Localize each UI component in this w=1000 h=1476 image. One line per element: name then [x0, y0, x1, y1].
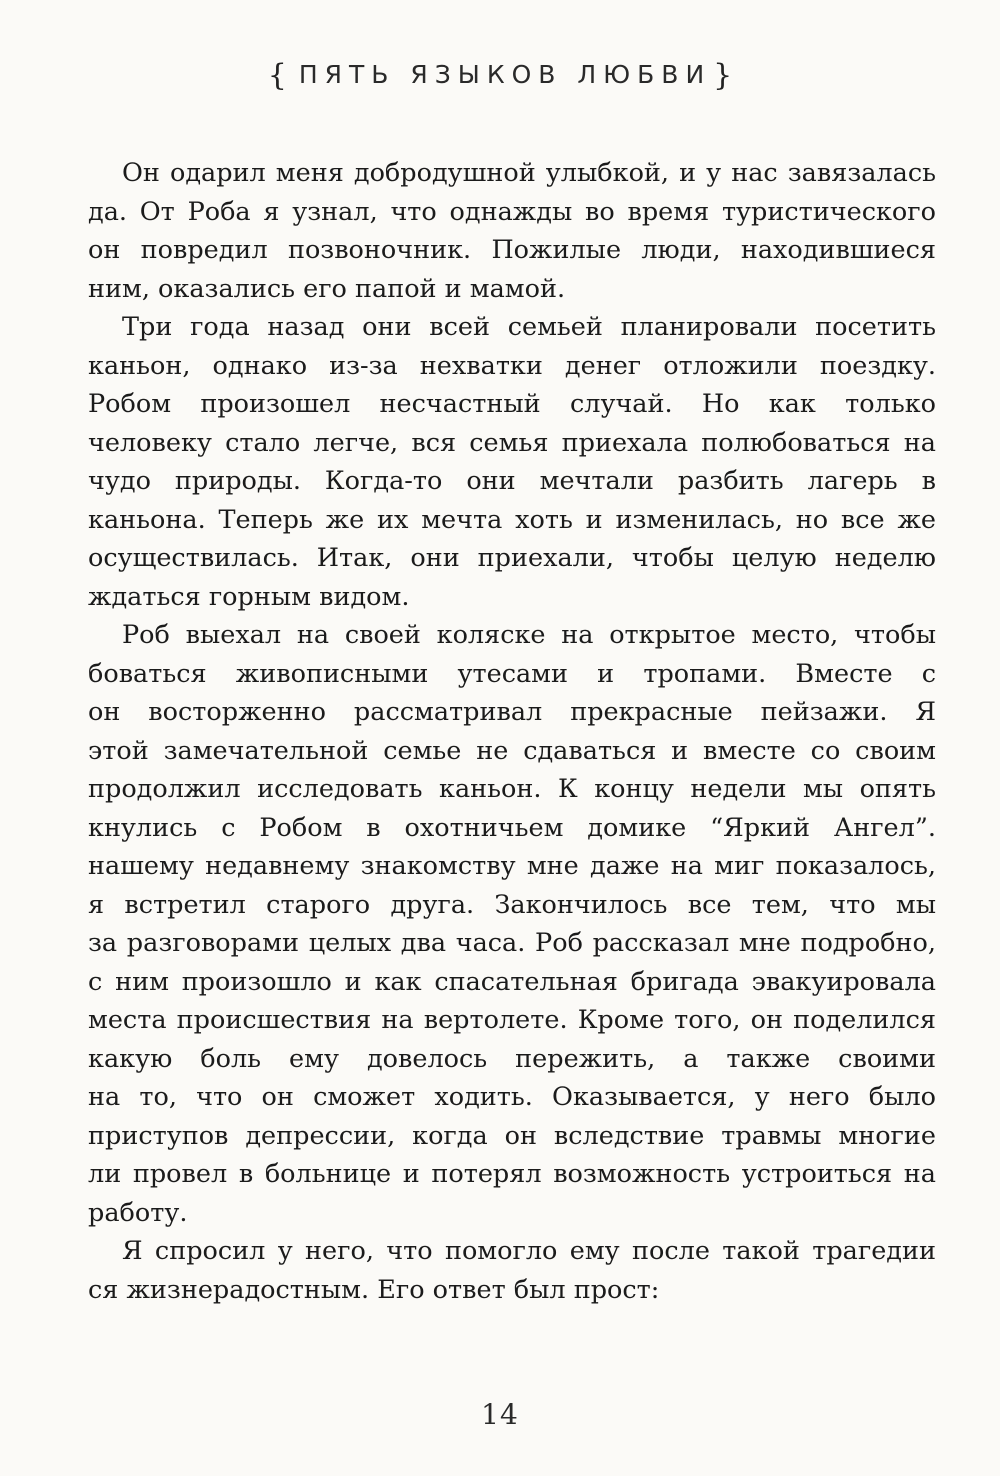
paragraph	[88, 616, 936, 1232]
text-line: да. От Роба я узнал, что однажды во время туристического	[88, 196, 936, 227]
text-line: каньон, однако из-за нехватки денег отложили поездку.	[88, 350, 936, 381]
text-line: с ним произошло и как спасательная бригада эвакуировала	[88, 966, 936, 997]
running-head-brace-right: }	[713, 58, 733, 93]
text-line: он повредил позвоночник. Пожилые люди, находившиеся	[88, 235, 936, 265]
text-line: человеку стало легче, вся семья приехала полюбоваться на	[88, 427, 936, 458]
text-line: Я спросил у него, что помогло ему после такой трагедии	[122, 1236, 936, 1266]
text-line: Он одарил меня добродушной улыбкой, и у нас завязалась	[122, 158, 936, 188]
paragraph	[88, 308, 936, 616]
text-line: нашему недавнему знакомству мне даже на миг показалось,	[88, 851, 936, 881]
text-line: Три года назад они всей семьей планировали посетить	[122, 312, 936, 342]
paragraph	[88, 154, 936, 308]
text-line: этой замечательной семье не сдаваться и вместе со своим	[88, 735, 936, 766]
running-head-title: ПЯТЬ ЯЗЫКОВ ЛЮБВИ	[298, 60, 712, 89]
text-line: продолжил исследовать каньон. К концу недели мы опять	[88, 774, 936, 804]
text-line: ся жизнерадостным. Его ответ был прост:	[88, 1274, 660, 1305]
text-line: чудо природы. Когда-то они мечтали разбить лагерь в	[88, 466, 936, 496]
text-line: за разговорами целых два часа. Роб рассказал мне подробно,	[88, 928, 936, 958]
text-line: он восторженно рассматривал прекрасные пейзажи. Я	[88, 697, 936, 727]
text-line: места происшествия на вертолете. Кроме того, он поделился	[88, 1005, 936, 1035]
text-line: каньона. Теперь же их мечта хоть и изменилась, но все же	[88, 504, 936, 535]
text-line: приступов депрессии, когда он вследствие травмы многие	[88, 1120, 936, 1151]
body-text	[88, 154, 936, 1309]
text-line: ним, оказались его папой и мамой.	[88, 273, 566, 304]
text-line: я встретил старого друга. Закончилось все тем, что мы	[88, 889, 936, 920]
running-head	[0, 58, 1000, 93]
paragraph	[88, 1232, 936, 1309]
text-line: работу.	[88, 1197, 188, 1228]
text-line: Роб выехал на своей коляске на открытое место, чтобы	[122, 620, 936, 650]
text-line: кнулись с Робом в охотничьем домике “Яркий Ангел”.	[88, 812, 936, 843]
text-line: Робом произошел несчастный случай. Но как только	[88, 389, 936, 419]
text-line: осуществилась. Итак, они приехали, чтобы целую неделю	[88, 543, 936, 573]
page-number: 14	[481, 1398, 519, 1431]
text-line: какую боль ему довелось пережить, а также своими	[88, 1043, 936, 1074]
text-line: боваться живописными утесами и тропами. Вместе с	[88, 658, 936, 689]
text-line: ли провел в больнице и потерял возможность устроиться на	[88, 1159, 936, 1189]
text-line: ждаться горным видом.	[88, 581, 410, 612]
running-head-brace-left: {	[267, 58, 287, 93]
text-line: на то, что он сможет ходить. Оказывается, у него было	[88, 1082, 936, 1112]
